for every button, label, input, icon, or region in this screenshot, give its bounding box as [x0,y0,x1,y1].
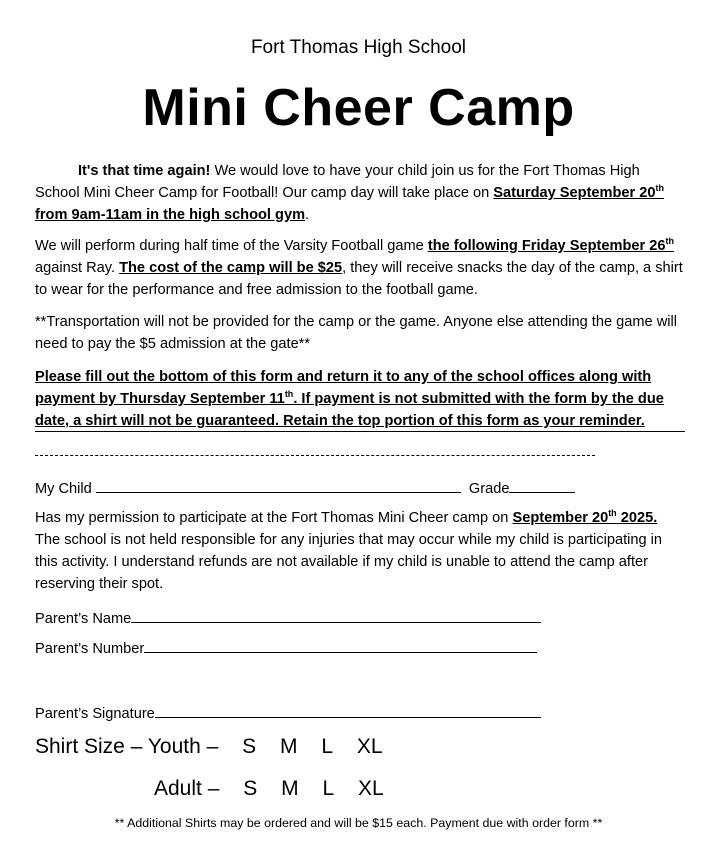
additional-shirts-note: ** Additional Shirts may be ordered and will be $15 each. Payment due with order form ** [114,816,603,830]
adult-size-l[interactable]: L [322,777,335,800]
youth-shirt-sizes [35,734,383,760]
camp-cost: The cost of the camp will be $25 [119,260,343,276]
permission-date: September 20th 2025. [512,508,658,526]
payment-instructions: Please fill out the bottom of this form and return it to any of the school offices along with payment by Thursday September 11th. If payment is not submitted with the form by the due date, a shirt will not be guaranteed. Retain the top portion of this form as your reminder. [35,369,664,429]
performance-paragraph: We will perform during half time of the Varsity Football game the following Friday September 26th against Ray. The cost of the camp will be $25, they will receive snacks the day of the camp, a shirt to wear for the performance and free admission to the football game. [35,236,683,298]
youth-size-label: Shirt Size – Youth – [35,735,219,758]
permission-paragraph: Has my permission to participate at the Fort Thomas Mini Cheer camp on September 20th 2025. The school is not held responsible for any injuries that may occur while my child is participating in this activity. I understand refunds are not available if my child is unable to attend the camp after reserving their spot. [35,508,663,592]
parent-signature-label: Parent’s Signature [35,706,155,722]
parent-name-row [35,608,541,629]
cut-line [35,455,595,456]
intro-paragraph: It's that time again! We would love to have your child join us for the Fort Thomas High School Mini Cheer Camp for Football! Our camp day will take place on Saturday September 20th from 9am-11am in the high school gym. [35,163,665,223]
parent-number-row [35,638,537,659]
section-divider [35,431,685,432]
my-child-field[interactable] [96,478,461,493]
parent-signature-field[interactable] [155,703,541,718]
parent-number-label: Parent’s Number [35,641,145,657]
youth-size-l[interactable]: L [321,735,334,758]
grade-label: Grade [468,481,510,497]
youth-size-s[interactable]: S [242,735,257,758]
adult-size-label: Adult – [154,777,220,800]
parent-name-field[interactable] [131,608,541,623]
page-title: Mini Cheer Camp [142,79,575,137]
youth-size-xl[interactable]: XL [356,735,383,758]
my-child-row [35,478,575,499]
intro-lead: It's that time again! [78,163,211,179]
parent-signature-row [35,703,541,724]
performance-date: the following Friday September 26th [427,236,674,254]
parent-number-field[interactable] [144,638,537,653]
my-child-label: My Child [35,481,92,497]
adult-size-s[interactable]: S [243,777,258,800]
youth-size-m[interactable]: M [280,735,298,758]
transportation-note: **Transportation will not be provided for the camp or the game. Anyone else attending the game will need to pay the $5 admission at the gate** [35,314,677,352]
parent-name-label: Parent’s Name [35,611,132,627]
adult-size-xl[interactable]: XL [357,777,384,800]
grade-field[interactable] [509,478,575,493]
adult-size-m[interactable]: M [281,777,299,800]
intro-text: We would love to have your child join us for the Fort Thomas High School Mini Cheer Camp for Football! Our camp day will take place on [35,163,640,201]
school-name: Fort Thomas High School [250,37,467,58]
adult-shirt-sizes [154,776,384,802]
camp-date: Saturday September 20th from 9am-11am in the high school gym [35,183,665,223]
